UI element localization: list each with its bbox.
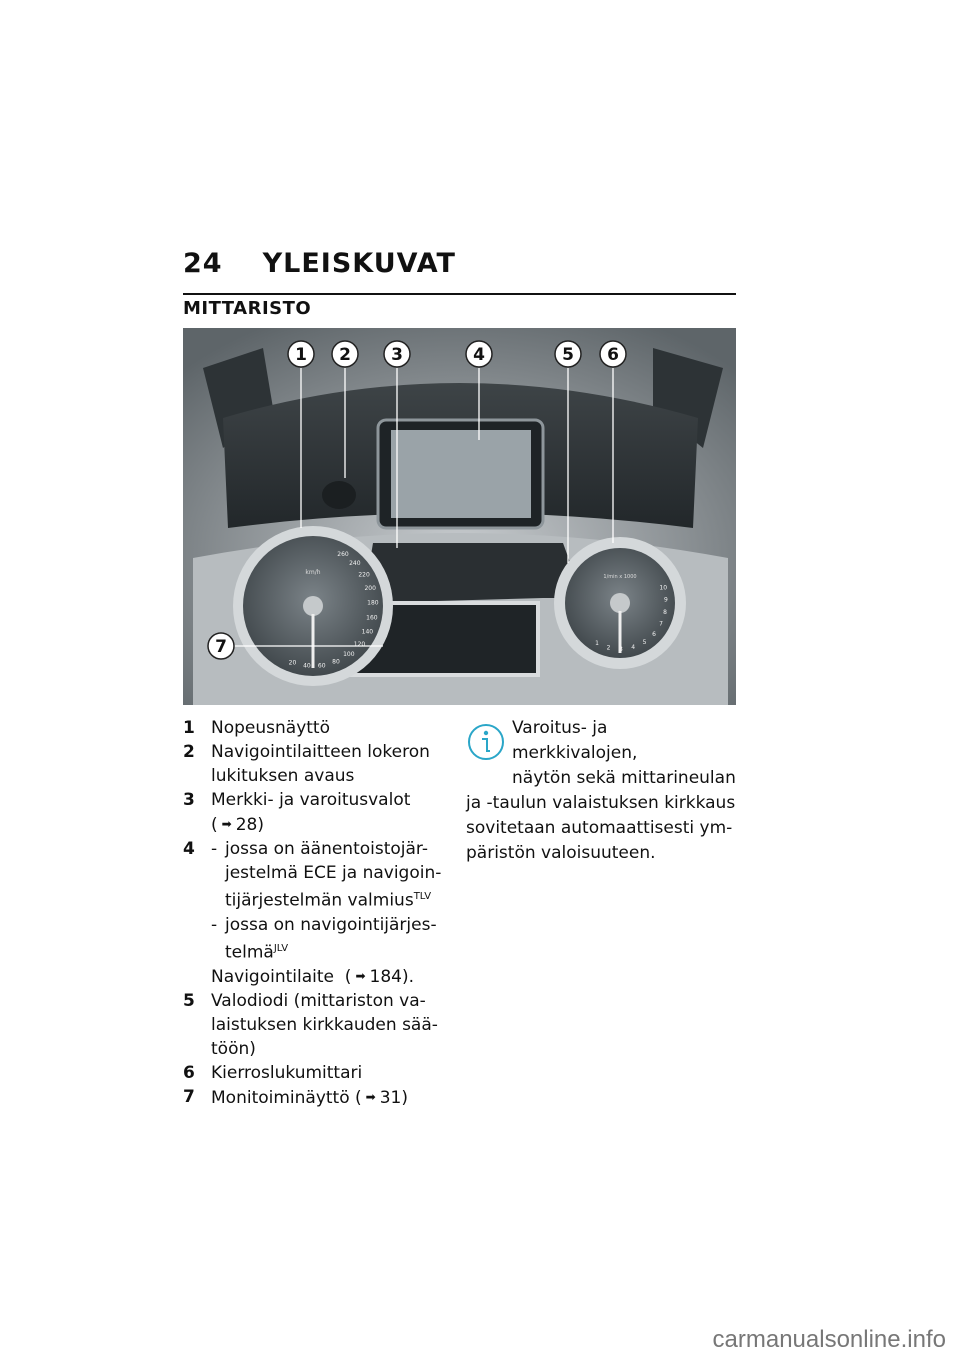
nav-lock-button [322,481,356,509]
page-reference-184[interactable]: Navigointilaite ( ➡ 184). [183,964,445,989]
watermark: carmanualsonline.info [712,1326,946,1353]
legend-item-5: 5 Valodiodi (mittariston va- [183,991,426,1012]
speedTicks-label: 100 [343,651,355,659]
page-number: 24 [183,248,223,279]
speedTicks-label: 140 [361,628,374,636]
legend-item-2: 2 Navigointilaitteen lokeron [183,742,430,762]
reference-arrow-icon: ➡ [365,1090,376,1105]
page-reference-28[interactable]: ( ➡ 28) [183,812,445,837]
speedometer-hub [303,596,323,616]
callout-number-1: 1 [295,345,307,365]
callout-number-3: 3 [391,345,403,365]
legend-item-7[interactable]: 7 Monitoiminäyttö ( ➡ 31) [183,1087,408,1109]
callout-number-5: 5 [562,345,574,365]
speedTicks-label: 20 [288,659,297,667]
speedTicks-label: 60 [317,662,326,670]
rpmTicks-label: 8 [663,608,668,616]
rpmTicks-label: 4 [631,644,636,652]
callout-number-7: 7 [215,637,227,657]
section-title: MITTARISTO [183,298,312,319]
page-header [183,248,456,279]
rpmTicks-label: 9 [663,596,668,604]
speedTicks-label: 120 [353,640,366,648]
legend: 1 Nopeusnäyttö 2 Navigointilaitteen lokeron lukituksen avaus 3 Merkki- ja varoitusvalot ( ➡ 28) 4 - jossa on äänentoistojär- jestelmä ECE ja navigoin- tijärjestelmän valmius$^{TLV}$ - jossa on navigointijärjes- telmä$^{JLV}$ Navigointilaite ( ➡ 184). 5 Valodiodi (mittariston va- laistuksen kirkkauden sää- töön) 6 Kierroslukumittari 7 Monitoiminäyttö ( ➡ 31) [183,716,445,1110]
speedTicks-label: 40 [303,662,311,670]
speedTicks-label: 160 [366,614,378,622]
info-note: Varoitus- ja merkkivalojen, näytön sekä mittarineulan ja -taulun valaistuksen kirkkaus sovitetaan automaattisesti ym- päristön valoisuuteen. [466,718,736,863]
legend-item-1: 1 Nopeusnäyttö [183,718,330,738]
info-icon [466,722,506,762]
legend-item-4: 4 - jossa on äänentoistojär- [183,839,428,859]
rpmTicks-label: 5 [642,638,647,646]
header-rule [183,293,736,295]
speedTicks-label: 180 [367,599,379,607]
chapter-title: YLEISKUVAT [262,248,456,279]
callout-number-2: 2 [339,345,351,365]
cluster-illustration [183,328,736,705]
tachometer-hub [610,593,630,613]
instrument-cluster-figure [183,328,736,705]
nav-screen [391,430,531,518]
legend-item-3: 3 Merkki- ja varoitusvalot [183,790,411,810]
speedTicks-label: 220 [358,571,370,579]
callout-number-6: 6 [607,345,619,365]
warning-strip [363,543,583,603]
legend-item-6: 6 Kierroslukumittari [183,1063,363,1084]
rpmTicks-label: 10 [659,584,668,592]
reference-arrow-icon: ➡ [221,817,232,831]
rpmTicks-label: 3 [618,646,623,653]
callout-number-4: 4 [473,345,485,365]
rpmTicks-label: 1 [595,639,599,647]
speedTicks-label: 240 [349,560,361,567]
speedTicks-label: 260 [337,551,349,558]
rpm-unit: 1/min x 1000 [603,574,637,580]
rpmTicks-label: 7 [659,620,664,628]
speedTicks-label: 80 [332,658,340,666]
rpmTicks-label: 6 [652,630,657,638]
rpmTicks-label: 2 [606,644,611,652]
speed-unit: km/h [305,569,321,576]
speedTicks-label: 200 [364,585,376,592]
reference-arrow-icon: ➡ [355,969,366,984]
